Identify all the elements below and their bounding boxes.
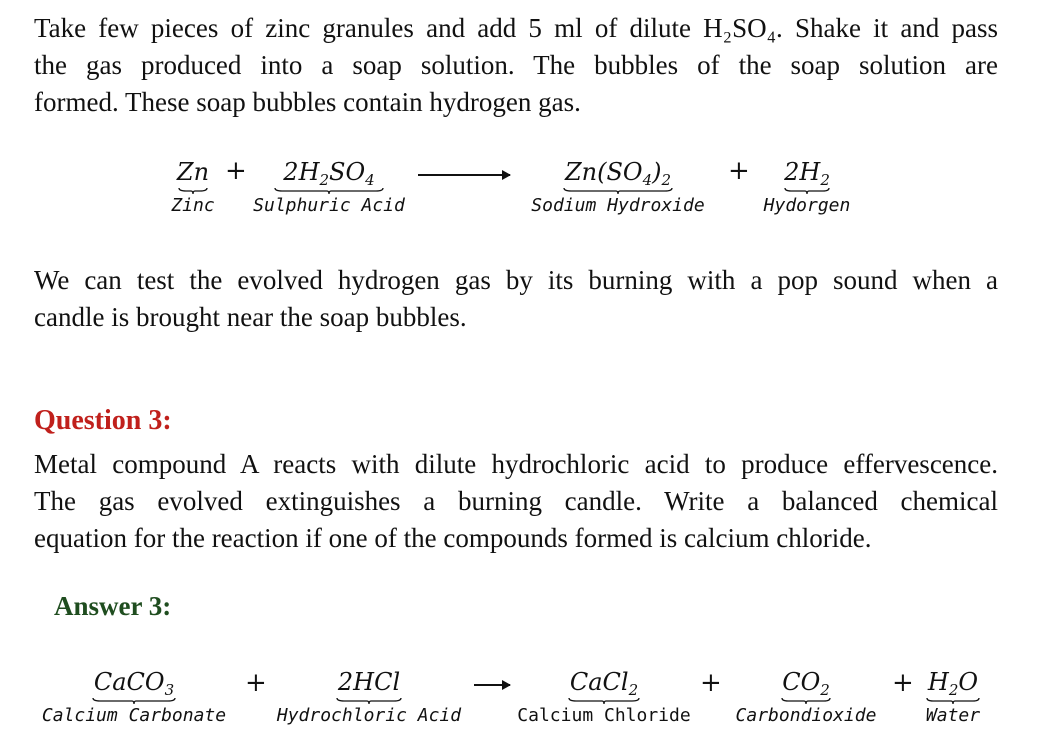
formula-part: CaCl xyxy=(569,668,629,696)
test-line: We can test the evolved hydrogen gas by its burning with a pop sound when a xyxy=(34,265,998,295)
label: Calcium Carbonate xyxy=(41,705,227,726)
label: Sulphuric Acid xyxy=(253,195,405,216)
formula xyxy=(283,158,375,189)
coefficient: 2 xyxy=(784,158,800,186)
formula-part: H xyxy=(799,158,821,186)
label: Hydorgen xyxy=(763,195,851,216)
eq2-product-water xyxy=(918,668,988,727)
intro-line: formed. These soap bubbles contain hydrogen gas. xyxy=(34,87,581,117)
intro-paragraph xyxy=(34,10,998,121)
subscript: 2 xyxy=(628,681,639,699)
subscript: 4 xyxy=(365,171,375,189)
eq2-product-carbon-dioxide xyxy=(726,668,886,727)
formula xyxy=(782,668,830,699)
formula-part: SO xyxy=(329,158,366,186)
subscript: 2 xyxy=(820,171,830,189)
formula-part: O xyxy=(958,668,979,696)
subscript: 2 xyxy=(820,681,830,699)
label: Calcium Chloride xyxy=(517,705,691,726)
eq1-product-zinc-sulphate xyxy=(518,158,718,217)
question-line: Metal compound A reacts with dilute hydrochloric acid to produce effervescence. xyxy=(34,449,998,479)
formula xyxy=(784,158,830,189)
label: Carbondioxide xyxy=(735,705,877,726)
plus-sign: + xyxy=(245,668,267,698)
subscript: 3 xyxy=(164,681,175,699)
eq1-reactant-zinc xyxy=(170,158,216,217)
underbrace xyxy=(92,697,176,705)
coefficient: 2 xyxy=(283,158,299,186)
test-line: candle is brought near the soap bubbles. xyxy=(34,302,467,332)
formula-part: H xyxy=(927,668,949,696)
underbrace xyxy=(563,187,673,195)
intro-line: Take few pieces of zinc granules and add 5 ml of dilute H₂SO₄. Shake it and pass xyxy=(34,13,998,43)
subscript: 4 xyxy=(642,171,653,189)
formula-part: ) xyxy=(652,158,662,186)
reaction-arrow xyxy=(474,684,510,686)
underbrace xyxy=(178,187,208,195)
intro-line: the gas produced into a soap solution. The bubbles of the soap solution are xyxy=(34,50,998,80)
question-paragraph xyxy=(34,446,998,557)
reaction-arrow xyxy=(418,174,510,176)
answer-title: Answer 3: xyxy=(54,591,172,621)
formula xyxy=(564,158,672,189)
formula: Zn xyxy=(176,158,210,186)
formula-part: CaCO xyxy=(93,668,165,696)
formula xyxy=(569,668,639,699)
plus-sign: + xyxy=(728,156,750,186)
eq1-product-hydrogen xyxy=(752,158,862,217)
eq1-reactant-sulphuric-acid xyxy=(252,158,406,217)
subscript: 2 xyxy=(319,171,330,189)
subscript: 2 xyxy=(661,171,672,189)
formula-part: H xyxy=(298,158,320,186)
question-line: The gas evolved extinguishes a burning candle. Write a balanced chemical xyxy=(34,486,998,516)
plus-sign: + xyxy=(225,156,247,186)
eq2-reactant-calcium-carbonate xyxy=(30,668,238,727)
underbrace xyxy=(336,697,402,705)
question-line: equation for the reaction if one of the compounds formed is calcium chloride. xyxy=(34,523,872,553)
plus-sign: + xyxy=(700,668,722,698)
label: Hydrochloric Acid xyxy=(276,705,462,726)
formula-part: Zn(SO xyxy=(564,158,643,186)
formula-part: CO xyxy=(782,668,821,696)
label: Water xyxy=(925,705,981,726)
question-title: Question 3: xyxy=(34,405,172,436)
formula: 2HCl xyxy=(337,668,401,696)
plus-sign: + xyxy=(892,668,914,698)
formula xyxy=(93,668,175,699)
label: Zinc xyxy=(171,195,215,216)
test-paragraph xyxy=(34,262,998,336)
eq2-product-calcium-chloride xyxy=(514,668,694,727)
subscript: 2 xyxy=(948,681,959,699)
formula xyxy=(927,668,979,699)
eq2-reactant-hydrochloric-acid xyxy=(270,668,468,727)
label: Sodium Hydroxide xyxy=(531,195,705,216)
